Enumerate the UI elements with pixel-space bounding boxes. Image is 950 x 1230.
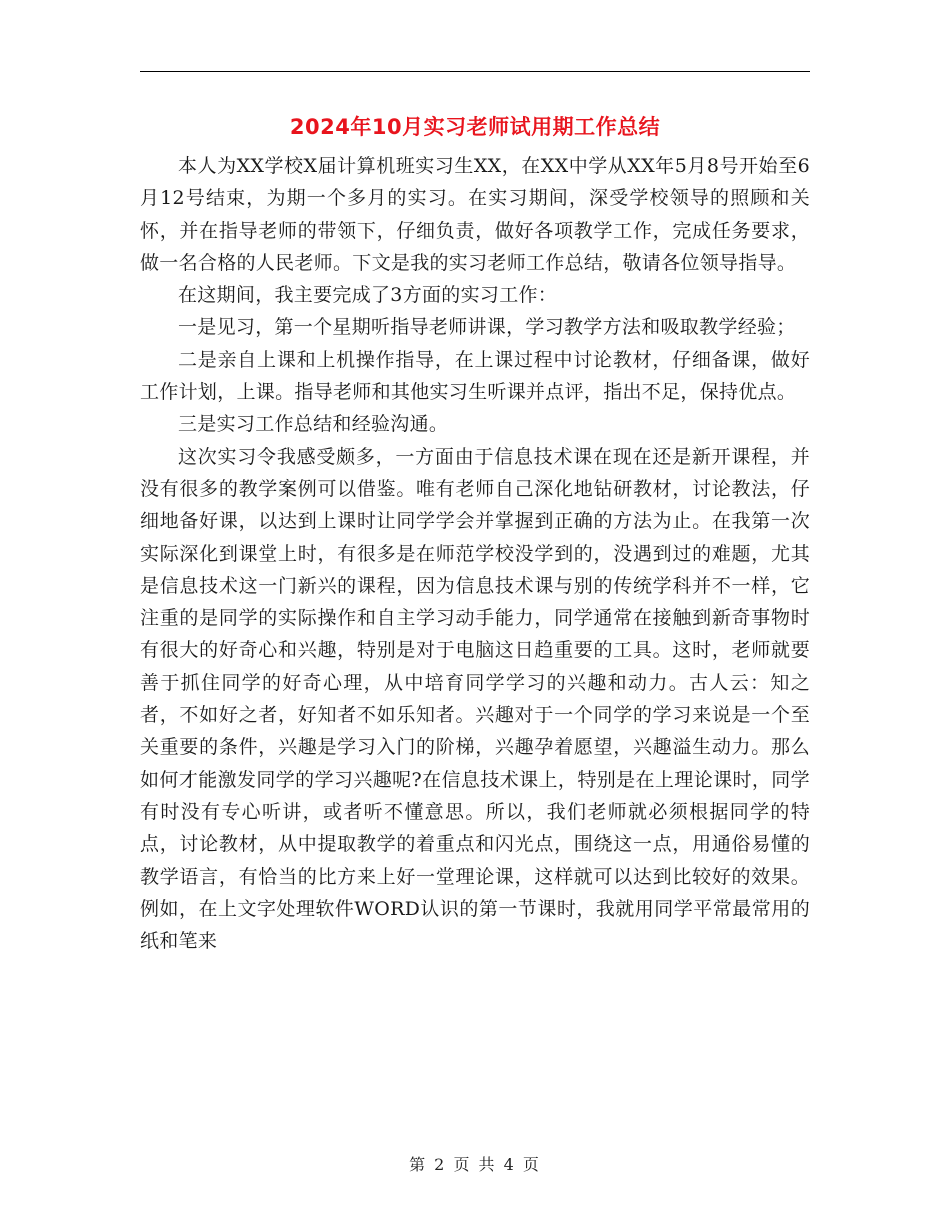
paragraph-item-1: 一是见习，第一个星期听指导老师讲课，学习教学方法和吸取教学经验； [178, 316, 796, 339]
document-body [140, 150, 810, 957]
paragraph-intro: 本人为XX学校X届计算机班实习生XX，在XX中学从XX年5月8号开始至6月12号结束，为期一个多月的实习。在实习期间，深受学校领导的照顾和关怀，并在指导老师的带领下，仔细负责，做好各项教学工作，完成任务要求，做一名合格的人民老师。下文是我的实习老师工作总结，敬请各位领导指导。 [140, 155, 810, 274]
document-title: 2024年10月实习老师试用期工作总结 [289, 115, 661, 139]
paragraph-item-3: 三是实习工作总结和经验沟通。 [178, 413, 449, 436]
paragraph-item-2: 二是亲自上课和上机操作指导，在上课过程中讨论教材，仔细备课，做好工作计划，上课。指导老师和其他实习生听课并点评，指出不足，保持优点。 [140, 348, 810, 404]
page-number: 第 2 页 共 4 页 [409, 1155, 541, 1174]
paragraph-overview: 在这期间，我主要完成了3方面的实习工作： [178, 284, 558, 307]
paragraph-reflection: 这次实习令我感受颇多，一方面由于信息技术课在现在还是新开课程，并没有很多的教学案例可以借鉴。唯有老师自己深化地钻研教材，讨论教法，仔细地备好课，以达到上课时让同学学会并掌握到正确的方法为止。在我第一次实际深化到课堂上时，有很多是在师范学校没学到的，没遇到过的难题，尤其是信息技术这一门新兴的课程，因为信息技术课与别的传统学科并不一样，它注重的是同学的实际操作和自主学习动手能力，同学通常在接触到新奇事物时有很大的好奇心和兴趣，特别是对于电脑这日趋重要的工具。这时，老师就要善于抓住同学的好奇心理，从中培育同学学习的兴趣和动力。古人云：知之者，不如好之者，好知者不如乐知者。兴趣对于一个同学的学习来说是一个至关重要的条件，兴趣是学习入门的阶梯，兴趣孕着愿望，兴趣溢生动力。那么如何才能激发同学的学习兴趣呢?在信息技术课上，特别是在上理论课时，同学有时没有专心听讲，或者听不懂意思。所以，我们老师就必须根据同学的特点，讨论教材，从中提取教学的着重点和闪光点，围绕这一点，用通俗易懂的教学语言，有恰当的比方来上好一堂理论课，这样就可以达到比较好的效果。例如，在上文字处理软件WORD认识的第一节课时，我就用同学平常最常用的纸和笔来 [140, 445, 810, 953]
header-rule [140, 71, 810, 72]
